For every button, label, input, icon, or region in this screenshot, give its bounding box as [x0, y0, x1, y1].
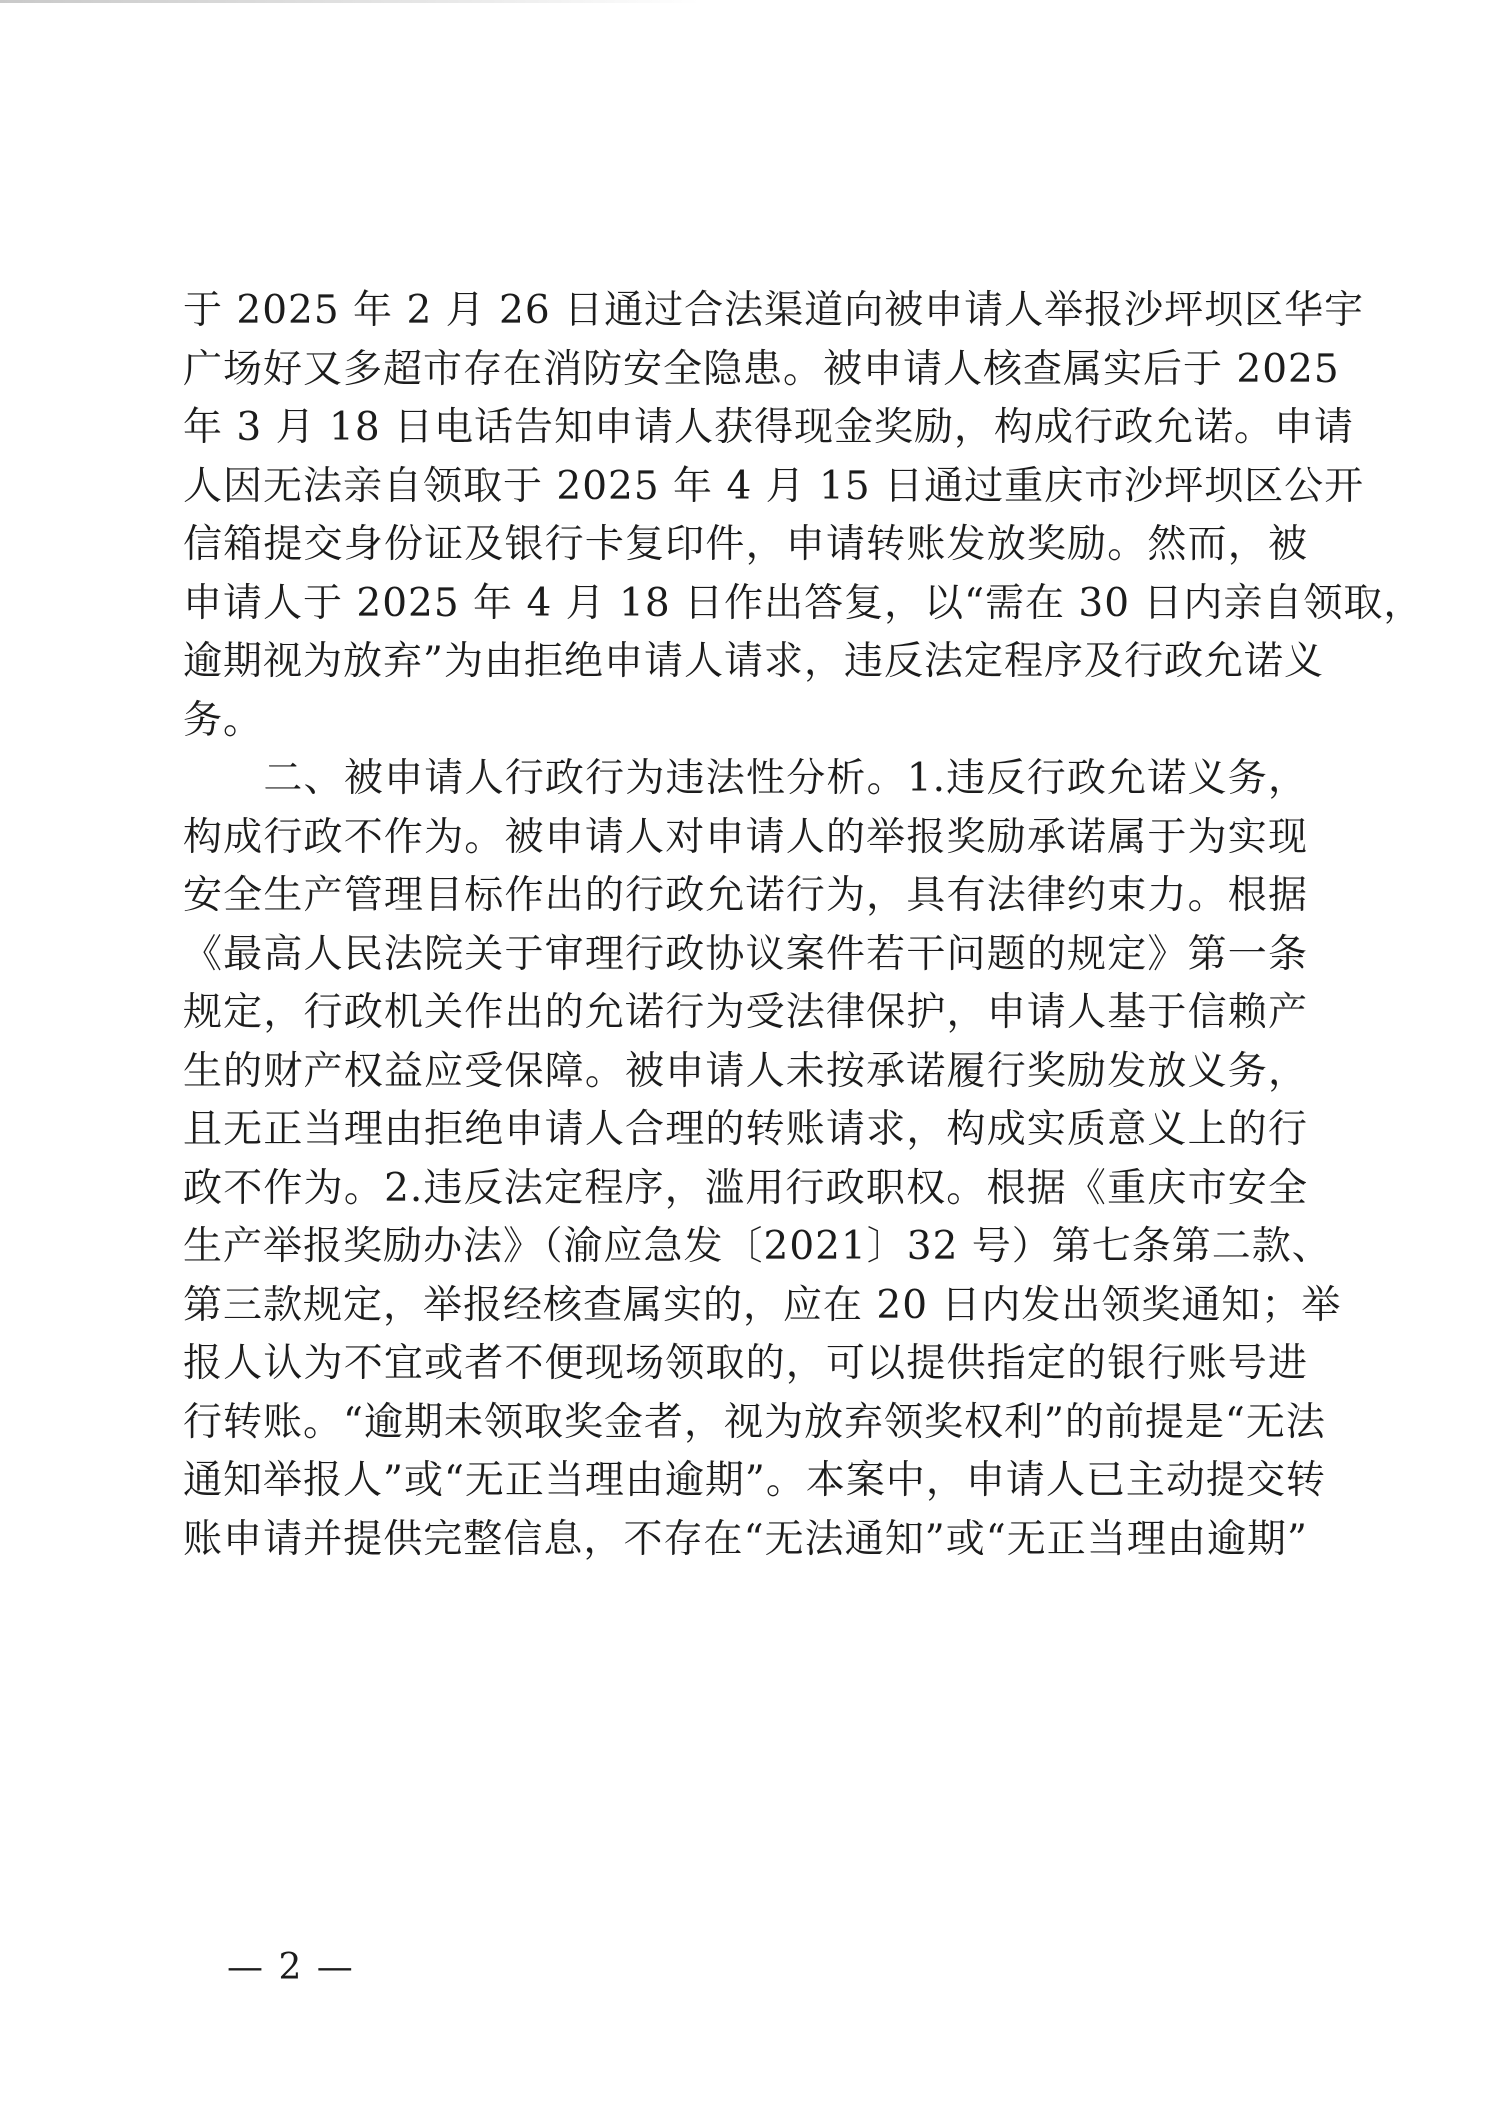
text-line: 生产举报奖励办法》（渝应急发〔2021〕32 号）第七条第二款、 [183, 1224, 1332, 1269]
text-line: 安全生产管理目标作出的行政允诺行为，具有法律约束力。根据 [183, 873, 1308, 918]
page-number: — 2 — [227, 1947, 355, 1988]
text-line: 账申请并提供完整信息，不存在“无法通知”或“无正当理由逾期” [183, 1516, 1308, 1562]
text-line: 年 3 月 18 日电话告知申请人获得现金奖励，构成行政允诺。申请 [183, 405, 1355, 450]
text-line: 规定，行政机关作出的允诺行为受法律保护，申请人基于信赖产 [183, 990, 1308, 1035]
text-line: 申请人于 2025 年 4 月 18 日作出答复，以“需在 30 日内亲自领取， [183, 580, 1424, 626]
text-line: 广场好又多超市存在消防安全隐患。被申请人核查属实后于 2025 [183, 346, 1340, 392]
text-line: 报人认为不宜或者不便现场领取的，可以提供指定的银行账号进 [183, 1341, 1308, 1386]
text-line: 构成行政不作为。被申请人对申请人的举报奖励承诺属于为实现 [183, 814, 1308, 860]
text-line: 通知举报人”或“无正当理由逾期”。本案中，申请人已主动提交转 [183, 1458, 1326, 1503]
text-line: 《最高人民法院关于审理行政协议案件若干问题的规定》第一条 [183, 931, 1308, 977]
text-line: 务。 [183, 697, 264, 743]
document-body [183, 282, 1424, 1569]
scan-edge-shadow [0, 0, 700, 3]
text-line: 生的财产权益应受保障。被申请人未按承诺履行奖励发放义务， [183, 1048, 1308, 1094]
text-line: 且无正当理由拒绝申请人合理的转账请求，构成实质意义上的行 [183, 1107, 1308, 1152]
section-heading-line: 二、被申请人行政行为违法性分析。1.违反行政允诺义务， [183, 756, 1308, 801]
text-line: 于 2025 年 2 月 26 日通过合法渠道向被申请人举报沙坪坝区华宇 [183, 288, 1365, 333]
text-line: 政不作为。2.违反法定程序，滥用行政职权。根据《重庆市安全 [183, 1165, 1308, 1211]
text-line: 逾期视为放弃”为由拒绝申请人请求，违反法定程序及行政允诺义 [183, 639, 1324, 684]
text-line: 信箱提交身份证及银行卡复印件，申请转账发放奖励。然而，被 [183, 522, 1308, 567]
text-line: 人因无法亲自领取于 2025 年 4 月 15 日通过重庆市沙坪坝区公开 [183, 463, 1365, 509]
text-line: 行转账。“逾期未领取奖金者，视为放弃领奖权利”的前提是“无法 [183, 1399, 1326, 1445]
text-line: 第三款规定，举报经核查属实的，应在 20 日内发出领奖通知；举 [183, 1282, 1342, 1328]
